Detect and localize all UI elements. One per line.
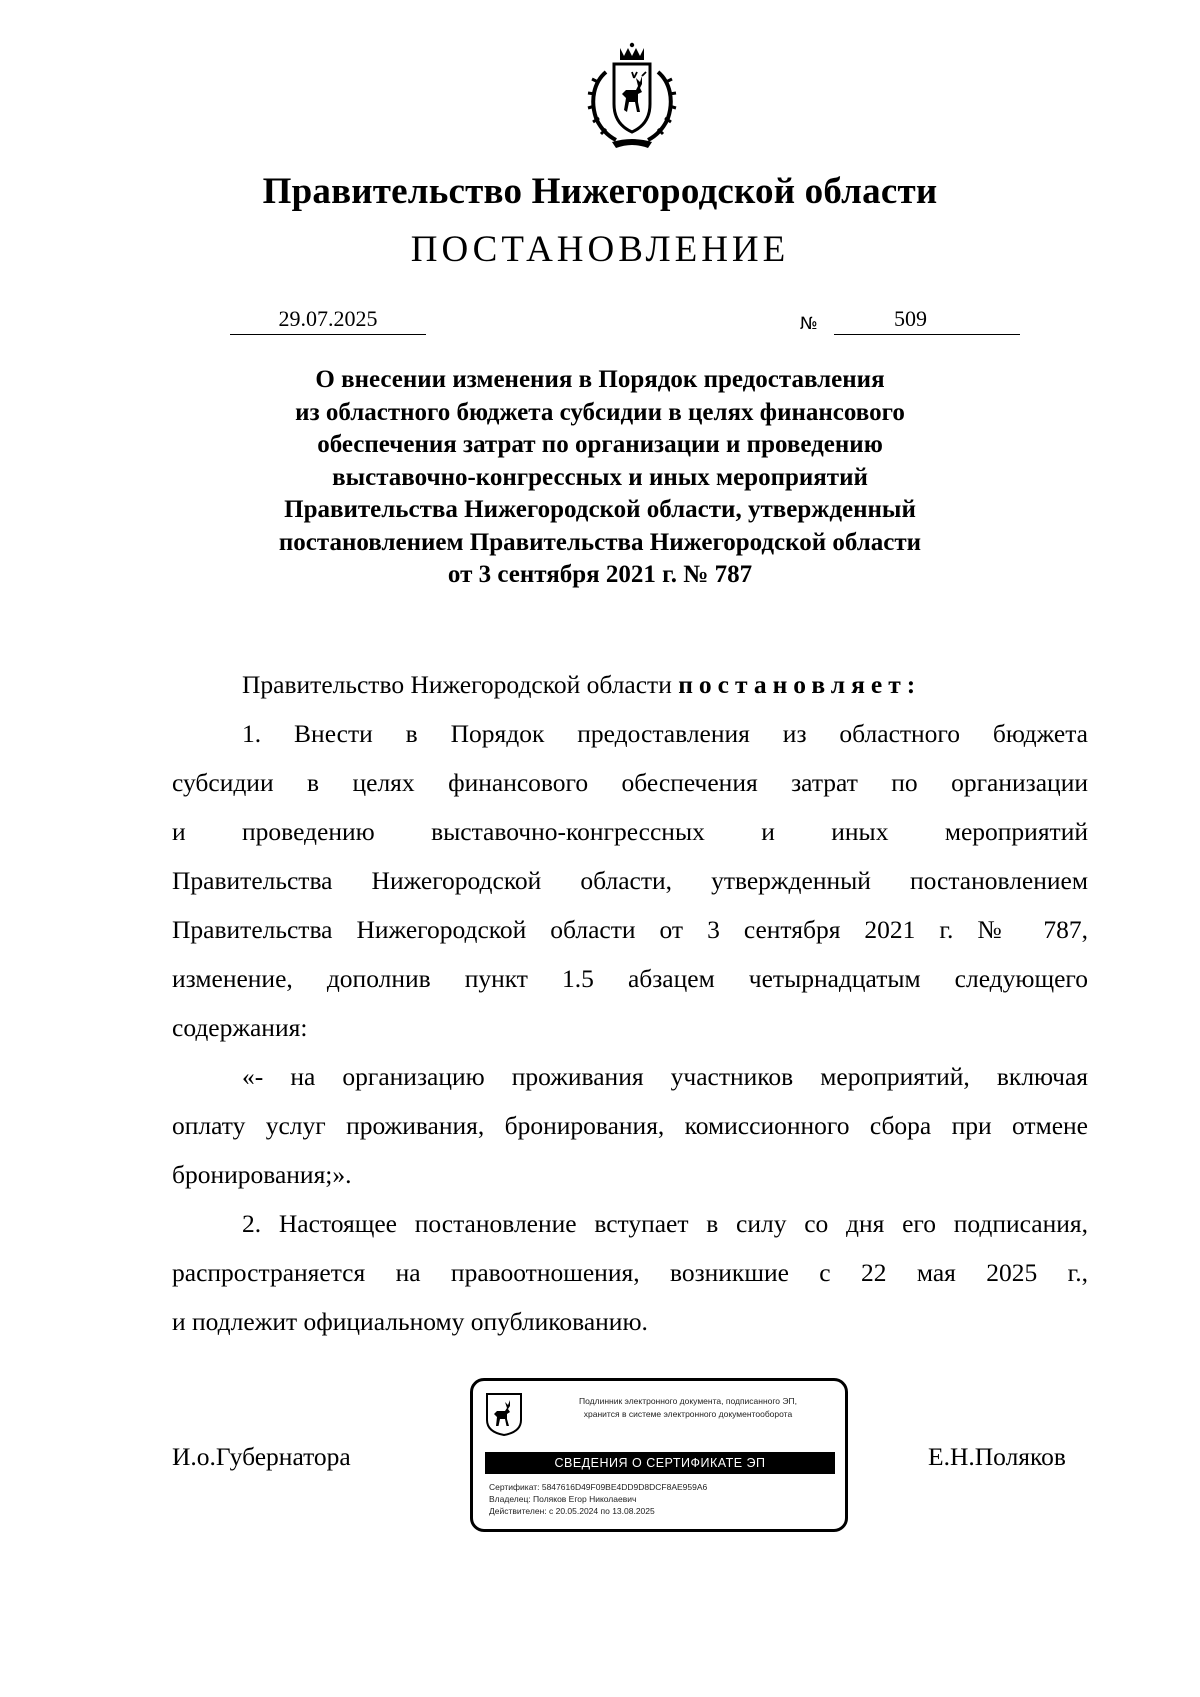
- subject-line: от 3 сентября 2021 г. № 787: [447, 561, 753, 588]
- number-label: №: [800, 314, 818, 334]
- quote-line: бронирования;».: [172, 1160, 352, 1189]
- signer-name: Е.Н.Поляков: [928, 1442, 1066, 1471]
- signer-position: И.о.Губернатора: [172, 1442, 351, 1471]
- amendment-quote: [172, 1052, 1088, 1199]
- clause-1: [172, 709, 1088, 1052]
- stamp-note: [533, 1395, 843, 1421]
- clause-line: 2. Настоящее постановление вступает в силу со дня его подписания,: [242, 1209, 1088, 1238]
- quote-line: оплату услуг проживания, бронирования, комиссионного сбора при отмене: [172, 1111, 1088, 1140]
- clause-line: Правительства Нижегородской области от 3 сентября 2021 г. № 787,: [172, 915, 1088, 944]
- clause-line: 1. Внести в Порядок предоставления из областного бюджета: [242, 719, 1088, 748]
- electronic-signature-stamp: [470, 1378, 848, 1532]
- clause-line: и проведению выставочно-конгрессных и иных мероприятий: [172, 817, 1088, 846]
- certificate-validity: Действителен: с 20.05.2024 по 13.08.2025: [489, 1506, 655, 1516]
- clause-line: содержания:: [172, 1013, 308, 1042]
- clause-line: распространяется на правоотношения, возникшие с 22 мая 2025 г.,: [172, 1258, 1088, 1287]
- clause-line: Правительства Нижегородской области, утвержденный постановлением: [172, 866, 1088, 895]
- deer-emblem-icon: [485, 1392, 523, 1436]
- government-name: Правительство Нижегородской области: [262, 171, 938, 212]
- preamble-line: [172, 660, 1088, 709]
- stamp-note-line: хранится в системе электронного документооборота: [583, 1409, 793, 1419]
- preamble: [172, 660, 1088, 709]
- coat-of-arms-icon: [576, 42, 688, 150]
- subject-line: обеспечения затрат по организации и проведению: [317, 431, 883, 458]
- document-date: 29.07.2025: [230, 304, 426, 335]
- stamp-title: СВЕДЕНИЯ О СЕРТИФИКАТЕ ЭП: [485, 1452, 835, 1474]
- stamp-note-line: Подлинник электронного документа, подписанного ЭП,: [579, 1396, 797, 1406]
- subject-line: О внесении изменения в Порядок предоставления: [315, 366, 885, 393]
- clause-line: и подлежит официальному опубликованию.: [172, 1307, 648, 1336]
- quote-line: «- на организацию проживания участников мероприятий, включая: [242, 1062, 1088, 1091]
- certificate-id: Сертификат: 5847616D49F09BE4DD9D8DCF8AE959A6: [489, 1482, 708, 1492]
- subject-line: Правительства Нижегородской области, утвержденный: [284, 496, 916, 523]
- document-type: ПОСТАНОВЛЕНИЕ: [410, 229, 790, 270]
- subject-line: из областного бюджета субсидии в целях финансового: [295, 398, 905, 426]
- document-number-field: [834, 304, 1020, 335]
- clause-line: изменение, дополнив пункт 1.5 абзацем четырнадцатым следующего: [172, 964, 1088, 993]
- clause-line: субсидии в целях финансового обеспечения затрат по организации: [172, 768, 1088, 797]
- document-subject: [0, 364, 1200, 592]
- preamble-emphasis: постановляет:: [678, 670, 922, 699]
- clause-2: [172, 1199, 1088, 1346]
- subject-line: выставочно-конгрессных и иных мероприятий: [332, 463, 868, 491]
- subject-line: постановлением Правительства Нижегородской области: [278, 528, 922, 556]
- certificate-owner: Владелец: Поляков Егор Николаевич: [489, 1494, 637, 1504]
- document-number: 509: [894, 306, 927, 331]
- preamble-text: Правительство Нижегородской области: [242, 670, 679, 699]
- certificate-details: [489, 1481, 707, 1517]
